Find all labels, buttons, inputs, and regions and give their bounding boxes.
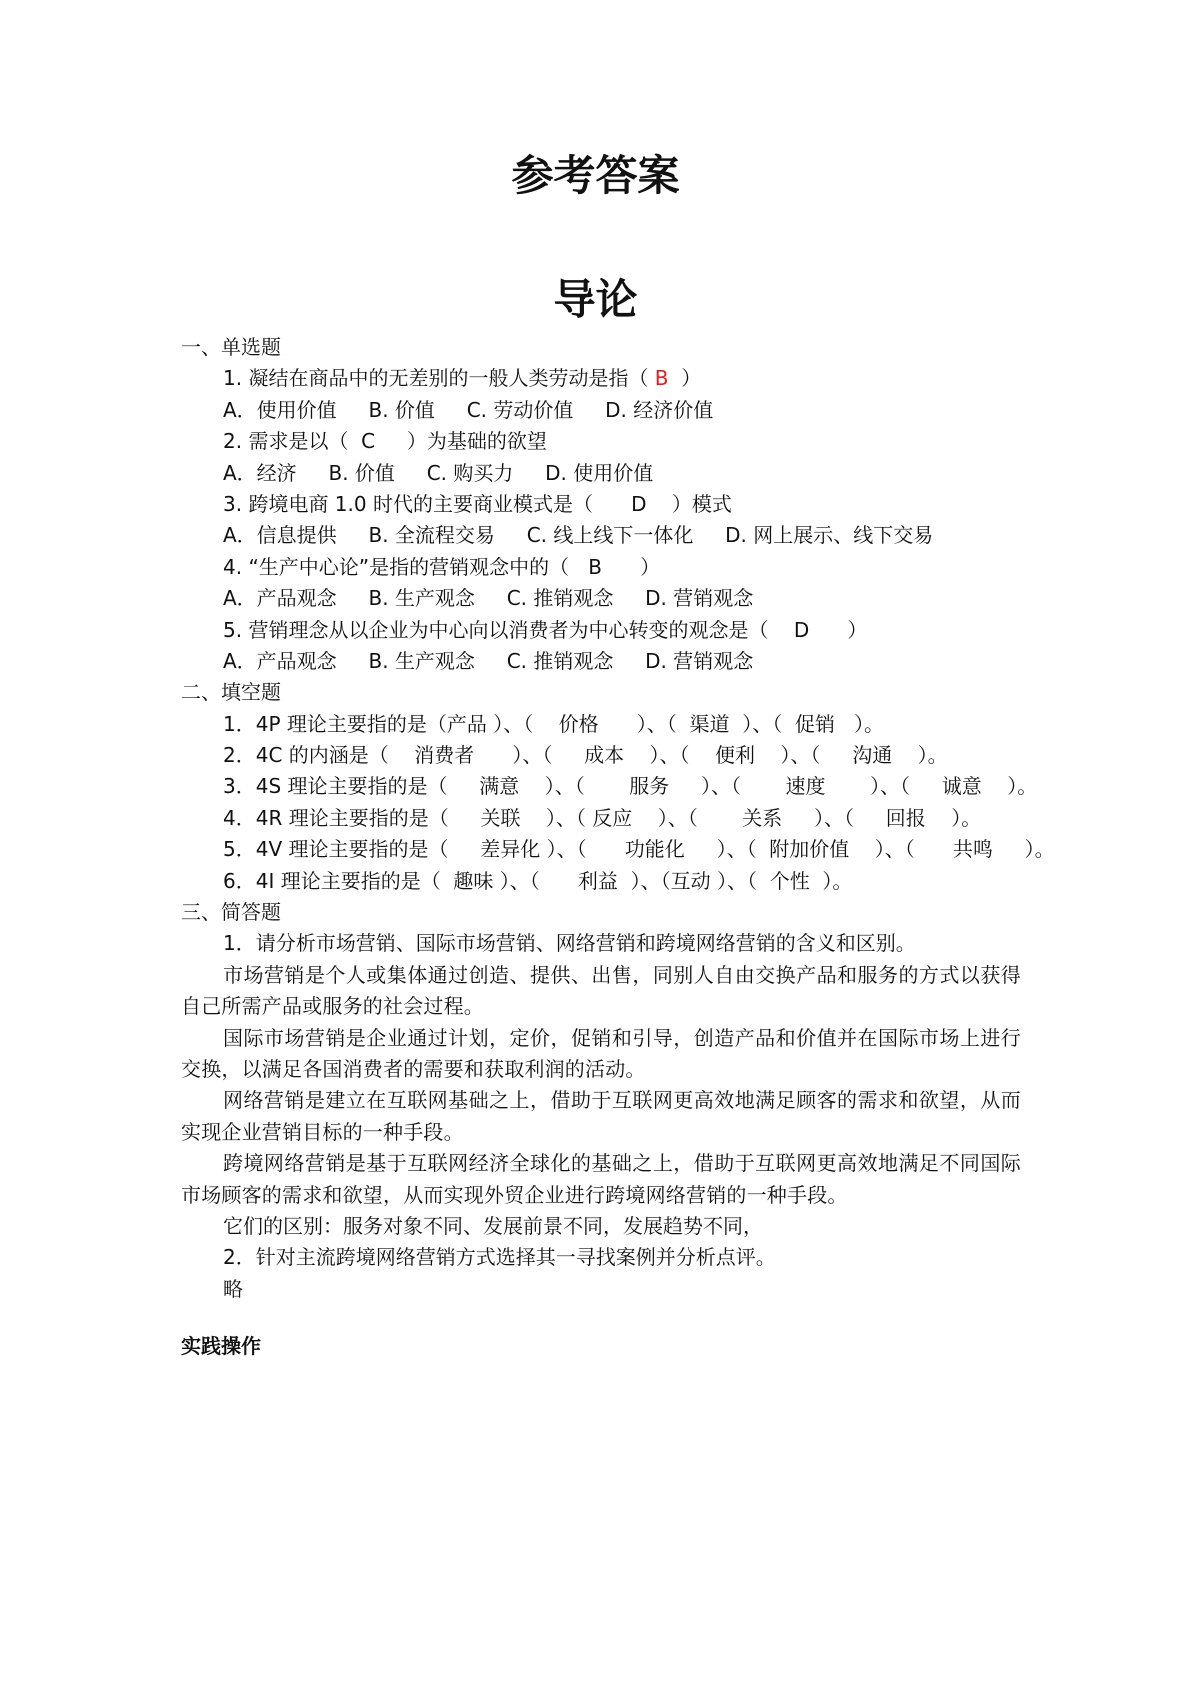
answer-paragraph-international-marketing: 国际市场营销是企业通过计划，定价，促销和引导，创造产品和价值并在国际市场上进行交换，以满足各国消费者的需要和获取利润的活动。 bbox=[181, 1025, 1021, 1082]
question-4: 4. “生产中心论”是指的营销观念中的（ B ） bbox=[223, 554, 661, 579]
short-answer-question-1: 1．请分析市场营销、国际市场营销、网络营销和跨境网络营销的含义和区别。 bbox=[223, 931, 916, 956]
question-5: 5. 营销理念从以企业为中心向以消费者为中心转变的观念是（ D ） bbox=[223, 617, 868, 642]
fill-item-1: 1．4P 理论主要指的是（产品 ）、（ 价格 ）、（ 渠道 ）、（ 促销 ）。 bbox=[223, 711, 885, 736]
section-heading-practice: 实践操作 bbox=[181, 1334, 261, 1359]
answer-paragraph-network-marketing: 网络营销是建立在互联网基础之上，借助于互联网更高效地满足顾客的需求和欲望，从而实现企业营销目标的一种手段。 bbox=[181, 1088, 1021, 1144]
fill-item-4: 4．4R 理论主要指的是（ 关联 ）、（ 反应 ）、（ 关系 ）、（ 回报 ）。 bbox=[223, 805, 982, 830]
fill-item-3: 3．4S 理论主要指的是（ 满意 ）、（ 服务 ）、（ 速度 ）、（ 诚意 ）。 bbox=[223, 774, 1038, 799]
question-1-close: ） bbox=[668, 366, 702, 391]
section-heading-single-choice: 一、单选题 bbox=[181, 335, 281, 359]
answer-paragraph-marketing: 市场营销是个人或集体通过创造、提供、出售，同别人自由交换产品和服务的方式以获得自己所需产品或服务的社会过程。 bbox=[181, 962, 1021, 1019]
question-1-options: A．使用价值 B. 价值 C. 劳动价值 D. 经济价值 bbox=[223, 397, 714, 422]
answer-paragraph-cross-border-marketing: 跨境网络营销是基于互联网经济全球化的基础之上，借助于互联网更高效地满足不同国际市场顾客的需求和欲望，从而实现外贸企业进行跨境网络营销的一种手段。 bbox=[181, 1151, 1021, 1207]
answer-paragraph-differences: 它们的区别：服务对象不同、发展前景不同，发展趋势不同， bbox=[223, 1214, 763, 1239]
question-3-options: A．信息提供 B. 全流程交易 C. 线上线下一体化 D. 网上展示、线下交易 bbox=[223, 523, 934, 548]
question-2: 2. 需求是以（ C ）为基础的欲望 bbox=[223, 429, 547, 454]
section-heading-fill-blank: 二、填空题 bbox=[181, 680, 281, 705]
fill-item-2: 2．4C 的内涵是（ 消费者 ）、（ 成本 ）、（ 便利 ）、（ 沟通 ）。 bbox=[223, 743, 948, 768]
chapter-title: 导论 bbox=[553, 275, 638, 324]
question-4-options: A．产品观念 B. 生产观念 C. 推销观念 D. 营销观念 bbox=[223, 586, 754, 611]
fill-item-6: 6．4I 理论主要指的是（ 趣味 ）、（ 利益 ）、（互动 ）、（ 个性 ）。 bbox=[223, 868, 853, 893]
question-1-text: 1. 凝结在商品中的无差别的一般人类劳动是指（ bbox=[223, 366, 655, 391]
question-1-answer: B bbox=[654, 366, 669, 391]
document-body bbox=[181, 332, 1055, 1363]
document-title: 参考答案 bbox=[511, 151, 680, 200]
fill-item-5: 5．4V 理论主要指的是（ 差异化 ）、（ 功能化 ）、（ 附加价值 ）、（ 共鸣 ）。 bbox=[223, 837, 1055, 862]
question-3: 3. 跨境电商 1.0 时代的主要商业模式是（ D ）模式 bbox=[223, 491, 732, 516]
question-1 bbox=[181, 363, 1021, 394]
short-answer-question-2-answer: 略 bbox=[223, 1276, 243, 1301]
question-5-options: A．产品观念 B. 生产观念 C. 推销观念 D. 营销观念 bbox=[223, 648, 754, 673]
question-2-options: A．经济 B. 价值 C. 购买力 D. 使用价值 bbox=[223, 460, 654, 485]
section-heading-short-answer: 三、简答题 bbox=[181, 900, 281, 925]
short-answer-question-2: 2．针对主流跨境网络营销方式选择其一寻找案例并分析点评。 bbox=[223, 1245, 776, 1270]
spacer bbox=[181, 1305, 1021, 1331]
